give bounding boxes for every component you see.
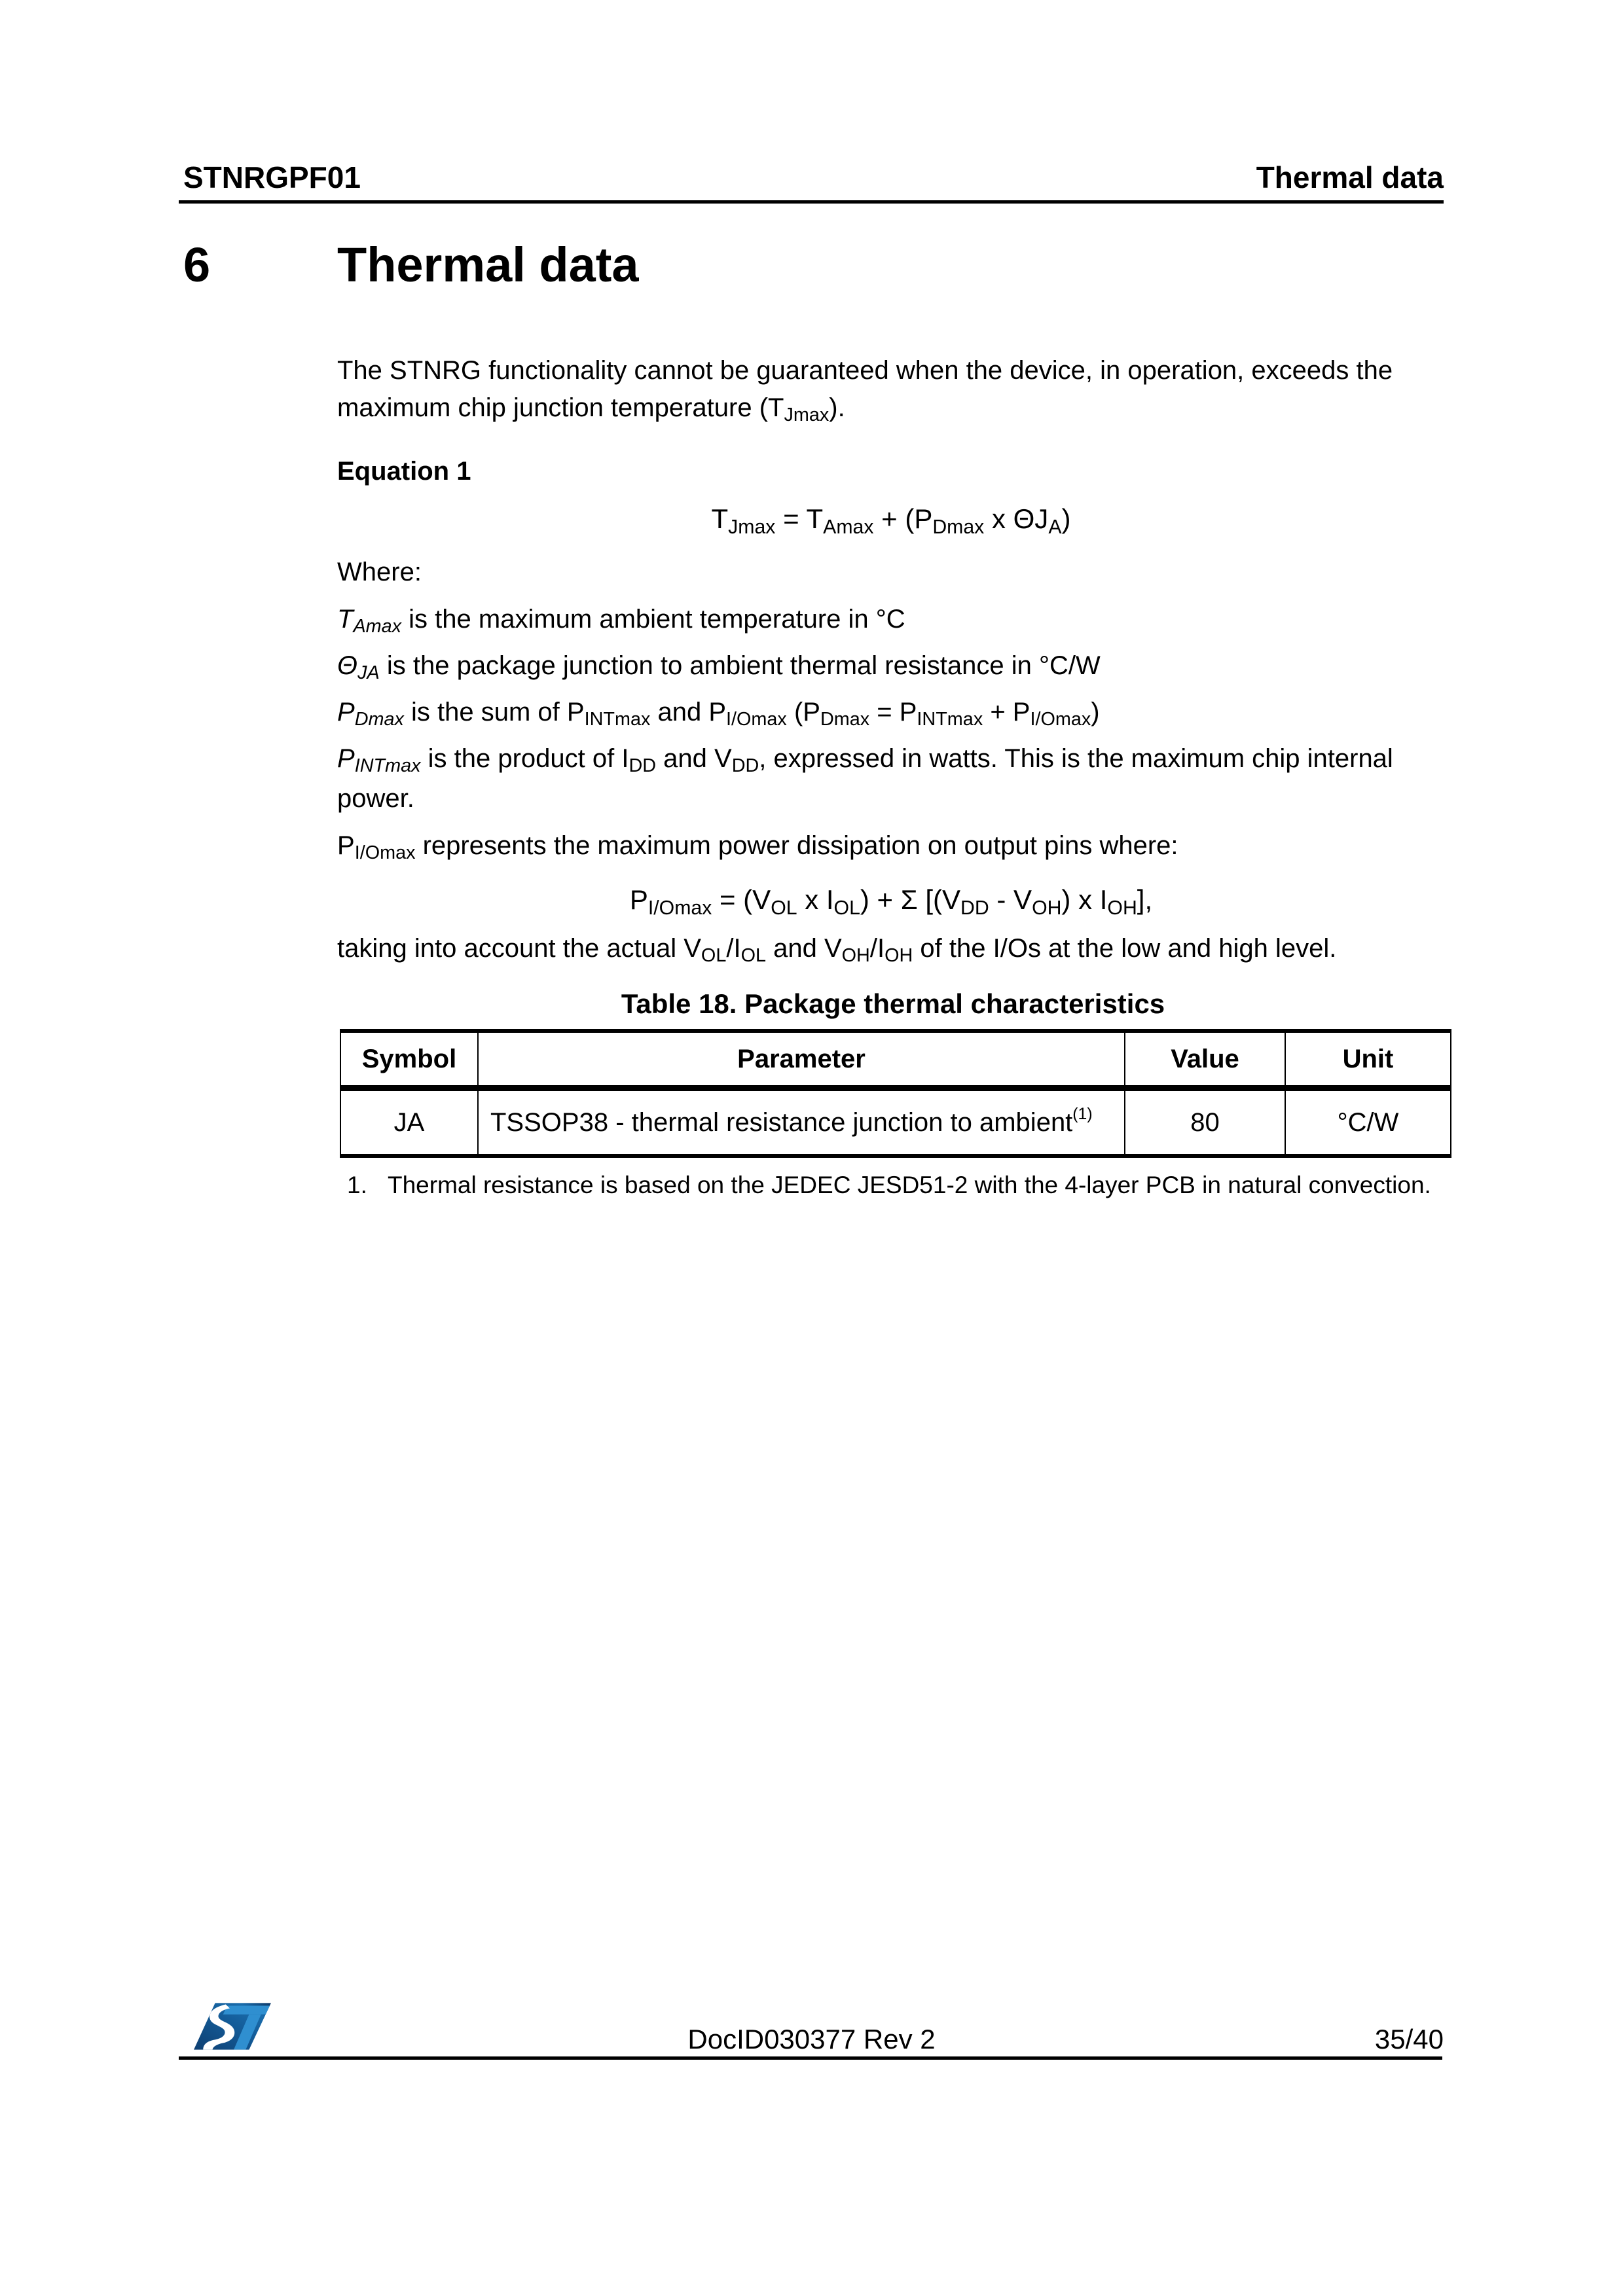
header-product-name: STNRGPF01 — [183, 160, 361, 194]
footnote-text: Thermal resistance is based on the JEDEC JESD51-2 with the 4-layer PCB in natural convection. — [388, 1172, 1431, 1198]
definition-tamax: TAmax is the maximum ambient temperature in °C — [337, 605, 905, 637]
table-row — [341, 1091, 1450, 1154]
equation-1: TJmax = TAmax + (PDmax x ΘJA) — [711, 503, 1071, 538]
table-title: Table 18. Package thermal characteristics — [621, 988, 1165, 1019]
header-rule — [179, 200, 1444, 204]
table-footnote — [347, 1170, 1444, 1200]
section-number: 6 — [183, 238, 211, 292]
equation-2: PI/Omax = (VOL x IOL) + Σ [(VDD - VOH) x IOH], — [629, 884, 1153, 919]
definition-pdmax: PDmax is the sum of PINTmax and PI/Omax (PDmax = PINTmax + PI/Omax) — [337, 698, 1100, 730]
header-section-title: Thermal data — [1256, 160, 1444, 194]
section-heading — [183, 240, 1444, 291]
page-header — [183, 161, 1444, 194]
definition-theta-ja: ΘJA is the package junction to ambient thermal resistance in °C/W — [337, 651, 1101, 684]
closing-paragraph: taking into account the actual VOL/IOL and VOH/IOH of the I/Os at the low and high level. — [337, 934, 1337, 967]
definition-pintmax: PINTmax is the product of IDD and VDD, expressed in watts. This is the maximum chip internal power. — [337, 744, 1393, 813]
intro-paragraph: The STNRG functionality cannot be guaranteed when the device, in operation, exceeds the maximum chip junction temperature (TJmax). — [337, 356, 1393, 426]
table-header-value: Value — [1124, 1033, 1285, 1085]
table-header-symbol: Symbol — [361, 1045, 457, 1073]
footer-page-number: 35/40 — [1374, 2024, 1444, 2054]
table-header-row — [341, 1033, 1450, 1091]
cell-parameter: TSSOP38 - thermal resistance junction to ambient (1) — [477, 1091, 1124, 1154]
footer-rule — [179, 2056, 1442, 2060]
equation-label: Equation 1 — [337, 457, 471, 486]
cell-symbol: JA — [393, 1108, 425, 1137]
where-label: Where: — [337, 558, 422, 586]
table-header-unit: Unit — [1285, 1033, 1450, 1085]
cell-value: 80 — [1124, 1091, 1285, 1154]
footer-doc-id: DocID030377 Rev 2 — [687, 2024, 936, 2054]
definition-piomax: PI/Omax represents the maximum power dissipation on output pins where: — [337, 831, 1178, 864]
footnote-number: 1. — [347, 1172, 367, 1198]
thermal-table — [340, 1029, 1451, 1158]
section-title: Thermal data — [337, 238, 639, 292]
table-header-parameter: Parameter — [477, 1033, 1124, 1085]
cell-unit: °C/W — [1285, 1091, 1450, 1154]
